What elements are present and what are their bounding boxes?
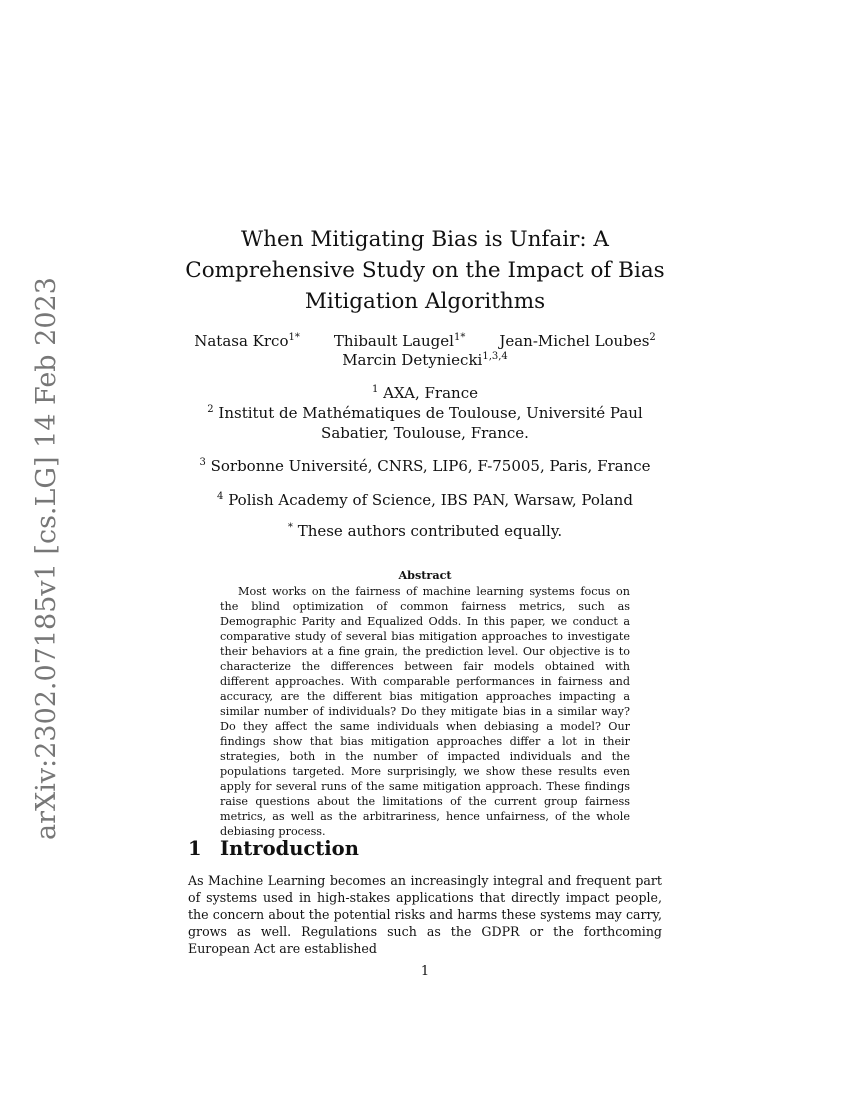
- intro-paragraph: As Machine Learning becomes an increasingly integral and frequent part of systems used in high-stakes applications that directly impact people, the concern about the potential risks and harms these systems may carry, grows as well. Regulations such as the GDPR or the forthcoming European Act are established: [188, 873, 662, 956]
- affiliation: $^3$ Sorbonne Université, CNRS, LIP6, F-75005, Paris, France: [199, 457, 651, 475]
- affiliation: $^4$ Polish Academy of Science, IBS PAN, Warsaw, Poland: [217, 491, 633, 509]
- arxiv-identifier: arXiv:2302.07185v1 [cs.LG] 14 Feb 2023: [31, 277, 62, 840]
- author-list: [180, 332, 670, 370]
- page-number: 1: [420, 964, 430, 979]
- affiliation: $^1$ AXA, France: [372, 384, 478, 402]
- author: Marcin Detyniecki$^{1,3,4}$: [342, 351, 508, 369]
- abstract-text: Most works on the fairness of machine learning systems focus on the blind optimization of common fairness metrics, such as Demographic Parity and Equalized Odds. In this paper, we conduct a comparative study of several bias mitigation approaches to investigate their behaviors at a fine grain, the prediction level. Our objective is to characterize the differences between fair models obtained with different approaches. With comparable performances in fairness and accuracy, are the different bias mitigation approaches impacting a similar number of individuals? Do they mitigate bias in a similar way? Do they affect the same individuals when debiasing a model? Our findings show that bias mitigation approaches differ a lot in their strategies, both in the number of impacted individuals and the populations targeted. More surprisingly, we show these results even apply for several runs of the same mitigation approach. These findings raise questions about the limitations of the current group fairness metrics, as well as the arbitrariness, hence unfairness, of the whole debiasing process.: [220, 585, 630, 838]
- section-number: 1: [188, 837, 202, 860]
- abstract-heading: Abstract: [398, 568, 452, 582]
- equal-contribution-note: * These authors contributed equally.: [287, 522, 563, 540]
- title-line: Mitigation Algorithms: [304, 289, 546, 314]
- title-line: When Mitigating Bias is Unfair: A: [241, 227, 609, 252]
- abstract: [220, 568, 630, 839]
- title-line: Comprehensive Study on the Impact of Bias: [185, 258, 665, 283]
- author: Thibault Laugel$^{1*}$: [333, 332, 466, 350]
- affiliation: $^2$ Institut de Mathématiques de Toulouse, Université Paul Sabatier, Toulouse, France.: [207, 404, 643, 442]
- section-heading: [188, 836, 359, 862]
- author: Jean-Michel Loubes$^2$: [499, 332, 656, 350]
- author: Natasa Krco$^{1*}$: [194, 332, 300, 350]
- section-title: Introduction: [220, 837, 359, 860]
- paper-title: [180, 224, 670, 317]
